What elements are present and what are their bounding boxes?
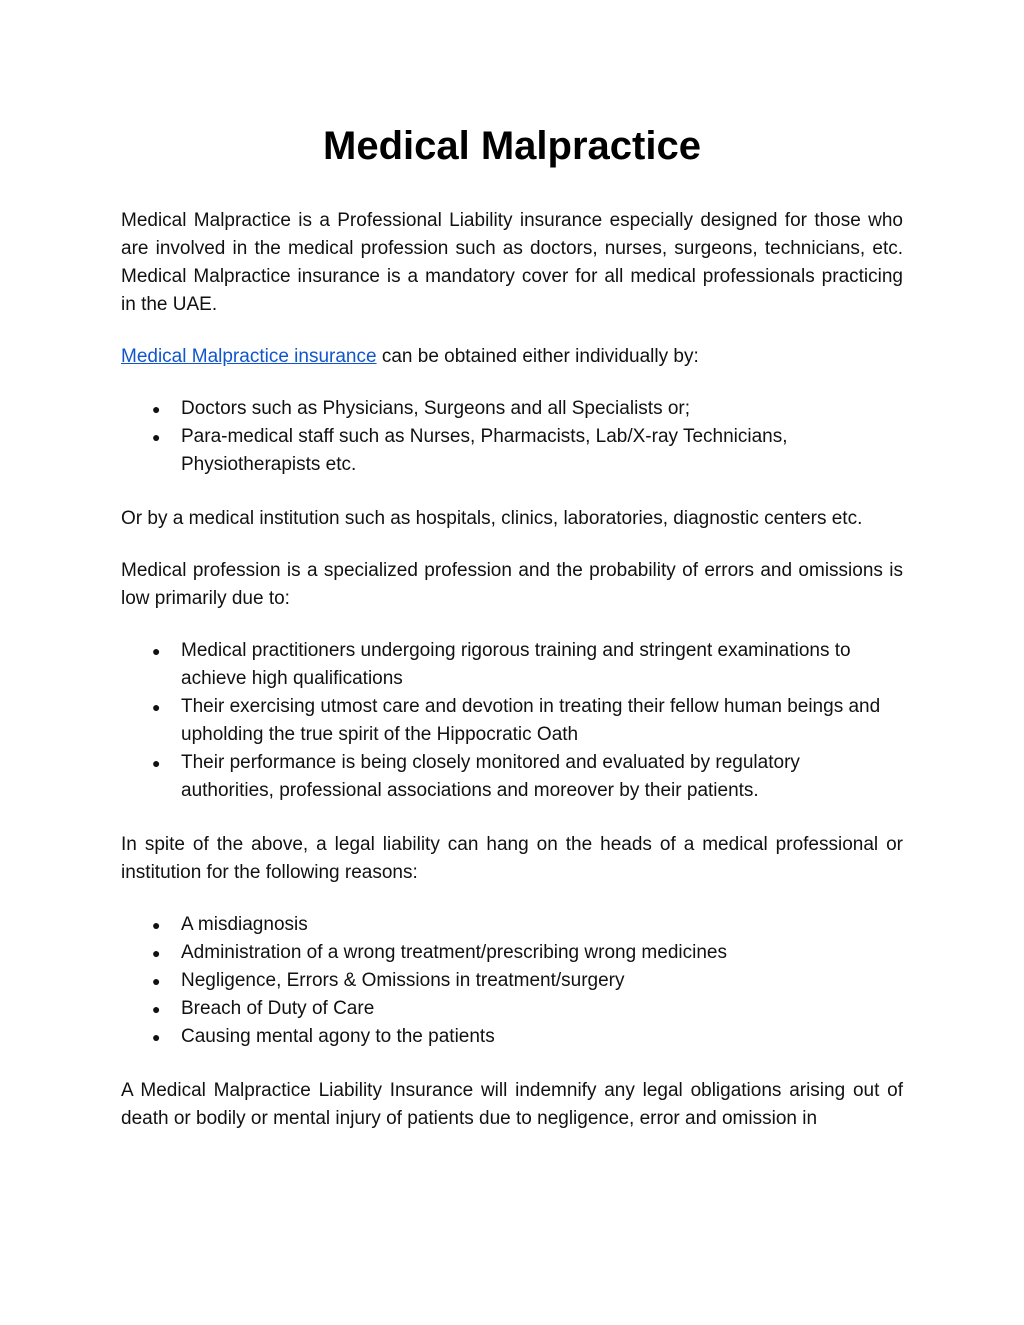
list-item-text: Breach of Duty of Care bbox=[181, 998, 375, 1019]
page-title: Medical Malpractice bbox=[323, 124, 701, 168]
list-item-text: Doctors such as Physicians, Surgeons and all Specialists or; bbox=[181, 398, 691, 419]
bullet-icon: ● bbox=[152, 755, 161, 771]
list-item bbox=[121, 395, 903, 423]
list-item-text: A misdiagnosis bbox=[181, 914, 308, 935]
list-item-text: Para-medical staff such as Nurses, Pharmacists, Lab/X-ray Technicians, Physiotherapists etc. bbox=[181, 426, 788, 475]
medical-malpractice-insurance-link[interactable]: Medical Malpractice insurance bbox=[121, 346, 377, 367]
reasons-low-errors-list bbox=[121, 637, 903, 805]
list-item-text: Their performance is being closely monitored and evaluated by regulatory authorities, professional associations and moreover by their patients. bbox=[181, 752, 800, 801]
bullet-icon: ● bbox=[152, 917, 161, 933]
individual-list bbox=[121, 395, 903, 479]
institution-paragraph: Or by a medical institution such as hospitals, clinics, laboratories, diagnostic centers etc. bbox=[121, 508, 863, 529]
list-item-text: Causing mental agony to the patients bbox=[181, 1026, 495, 1047]
intro-paragraph: Medical Malpractice is a Professional Liability insurance especially designed for those who are involved in the medical profession such as doctors, nurses, surgeons, technicians, etc. Medical Malpractice insurance is a mandatory cover for all medical professionals practicing in the UAE. bbox=[121, 210, 903, 315]
liability-paragraph: In spite of the above, a legal liability can hang on the heads of a medical professional or institution for the following reasons: bbox=[121, 834, 903, 883]
list-item bbox=[121, 967, 903, 995]
list-item bbox=[121, 637, 903, 693]
profession-paragraph: Medical profession is a specialized profession and the probability of errors and omissions is low primarily due to: bbox=[121, 560, 903, 609]
closing-paragraph: A Medical Malpractice Liability Insurance will indemnify any legal obligations arising out of death or bodily or mental injury of patients due to negligence, error and omission in bbox=[121, 1080, 903, 1129]
list-item-text: Medical practitioners undergoing rigorous training and stringent examinations to achieve high qualifications bbox=[181, 640, 851, 689]
bullet-icon: ● bbox=[152, 429, 161, 445]
list-item bbox=[121, 1023, 903, 1051]
bullet-icon: ● bbox=[152, 643, 161, 659]
bullet-icon: ● bbox=[152, 401, 161, 417]
bullet-icon: ● bbox=[152, 973, 161, 989]
bullet-icon: ● bbox=[152, 1001, 161, 1017]
list-item bbox=[121, 911, 903, 939]
list-item bbox=[121, 693, 903, 749]
list-item bbox=[121, 995, 903, 1023]
bullet-icon: ● bbox=[152, 1029, 161, 1045]
list-item bbox=[121, 423, 903, 479]
liability-reasons-list bbox=[121, 911, 903, 1051]
list-item-text: Negligence, Errors & Omissions in treatment/surgery bbox=[181, 970, 625, 991]
document-page bbox=[121, 118, 903, 1133]
list-item-text: Their exercising utmost care and devotion in treating their fellow human beings and upholding the true spirit of the Hippocratic Oath bbox=[181, 696, 881, 745]
bullet-icon: ● bbox=[152, 699, 161, 715]
list-item-text: Administration of a wrong treatment/prescribing wrong medicines bbox=[181, 942, 727, 963]
bullet-icon: ● bbox=[152, 945, 161, 961]
list-item bbox=[121, 749, 903, 805]
obtain-paragraph bbox=[121, 343, 903, 371]
list-item bbox=[121, 939, 903, 967]
obtain-paragraph-text: can be obtained either individually by: bbox=[376, 346, 699, 367]
